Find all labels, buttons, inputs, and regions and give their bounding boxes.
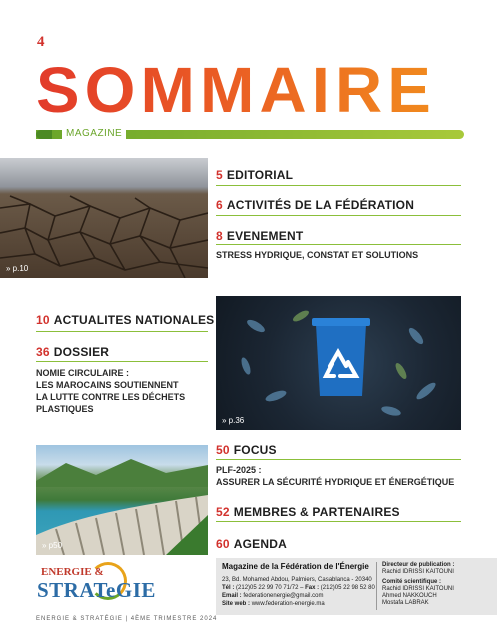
divider xyxy=(216,215,461,216)
email-link[interactable]: federationenergie@gmail.com xyxy=(243,593,324,599)
toc-label: EVENEMENT xyxy=(226,229,304,243)
toc-item-evenement[interactable] xyxy=(216,229,303,243)
toc-item-activites[interactable] xyxy=(216,198,414,212)
committee-member: Rachid IDRISSI KAITOUNI xyxy=(382,586,454,592)
toc-item-membres[interactable] xyxy=(216,505,400,519)
email-label: Email : xyxy=(222,593,242,599)
page-reference: » p.10 xyxy=(6,264,29,273)
masthead-web xyxy=(222,601,325,607)
toc-label: MEMBRES & PARTENAIRES xyxy=(233,505,400,519)
toc-label: FOCUS xyxy=(233,443,277,457)
toc-page-number: 52 xyxy=(216,505,230,519)
dam-illustration xyxy=(36,445,208,555)
page-reference: » p.36 xyxy=(222,416,245,425)
logo-text-bottom: STRATeGIE xyxy=(37,578,156,602)
toc-item-actualites[interactable] xyxy=(36,313,214,327)
toc-page-number: 5 xyxy=(216,168,223,182)
phone-label: Tél : xyxy=(222,585,235,591)
toc-subtitle xyxy=(216,464,454,488)
toc-page-number: 36 xyxy=(36,345,50,359)
energie-strategie-logo xyxy=(37,562,156,610)
committee-member: Mostafa LABRAK xyxy=(382,600,429,606)
toc-page-number: 50 xyxy=(216,443,230,457)
toc-subtitle-line: NOMIE CIRCULAIRE : xyxy=(36,368,129,378)
divider xyxy=(216,459,461,460)
toc-label: DOSSIER xyxy=(53,345,110,359)
toc-subtitle-line: PLASTIQUES xyxy=(36,404,94,414)
masthead-email xyxy=(222,593,324,599)
toc-item-dossier[interactable] xyxy=(36,345,109,359)
toc-label: ACTUALITES NATIONALES xyxy=(53,313,215,327)
web-label: Site web : xyxy=(222,601,251,607)
toc-subtitle-line: LES MAROCAINS SOUTIENNENT xyxy=(36,380,179,390)
divider xyxy=(216,185,461,186)
divider xyxy=(36,361,208,362)
toc-label: AGENDA xyxy=(233,537,287,551)
magazine-label: MAGAZINE xyxy=(62,128,126,139)
director-label: Directeur de publication : xyxy=(382,562,455,568)
committee-label: Comité scientifique : xyxy=(382,579,442,585)
masthead-title: Magazine de la Fédération de l'Énergie xyxy=(222,562,369,571)
toc-page-number: 60 xyxy=(216,537,230,551)
committee-member: Ahmed NAKKOUCH xyxy=(382,593,437,599)
toc-subtitle-line: ASSURER LA SÉCURITÉ HYDRIQUE ET ÉNERGÉTIQUE xyxy=(216,477,455,487)
divider xyxy=(36,331,208,332)
toc-item-agenda[interactable] xyxy=(216,537,287,551)
masthead-address: 23, Bd. Mohamed Abdou, Palmiers, Casablanca - 20340 xyxy=(222,577,372,583)
logo-text-top: ENERGIE & xyxy=(41,566,104,578)
page-number: 4 xyxy=(37,34,45,50)
toc-page-number: 8 xyxy=(216,229,223,243)
masthead-phone xyxy=(222,585,375,591)
page-title: SOMMAIRE xyxy=(36,54,436,126)
toc-subtitle: STRESS HYDRIQUE, CONSTAT ET SOLUTIONS xyxy=(216,250,419,260)
toc-label: EDITORIAL xyxy=(226,168,294,182)
drought-image xyxy=(0,158,208,278)
director-name: Rachid IDRISSI KAITOUNI xyxy=(382,569,454,575)
toc-subtitle-line: PLF-2025 : xyxy=(216,465,262,475)
toc-page-number: 10 xyxy=(36,313,50,327)
toc-subtitle xyxy=(36,367,185,415)
fax-value: (212)05 22 98 52 80 xyxy=(320,585,375,591)
phone-value: (212)05 22 99 70 71/72 – xyxy=(236,585,304,591)
toc-subtitle-line: LA LUTTE CONTRE LES DÉCHETS xyxy=(36,392,186,402)
title-bar-cap xyxy=(36,130,52,139)
toc-item-focus[interactable] xyxy=(216,443,277,457)
recycling-bin-image xyxy=(216,296,461,430)
toc-label: ACTIVITÉS DE LA FÉDÉRATION xyxy=(226,198,415,212)
page-reference: » p50 xyxy=(42,541,63,550)
web-link[interactable]: www.federation-energie.ma xyxy=(251,601,325,607)
divider xyxy=(216,244,461,245)
toc-item-editorial[interactable] xyxy=(216,168,293,182)
recycling-illustration xyxy=(216,296,461,430)
toc-page-number: 6 xyxy=(216,198,223,212)
cracked-earth-illustration xyxy=(0,158,208,278)
divider xyxy=(216,521,461,522)
dam-image xyxy=(36,445,208,555)
colophon: ENERGIE & STRATÉGIE | 4ÈME TRIMESTRE 2024 xyxy=(36,616,218,622)
masthead-divider xyxy=(376,562,377,610)
fax-label: Fax : xyxy=(305,585,320,591)
